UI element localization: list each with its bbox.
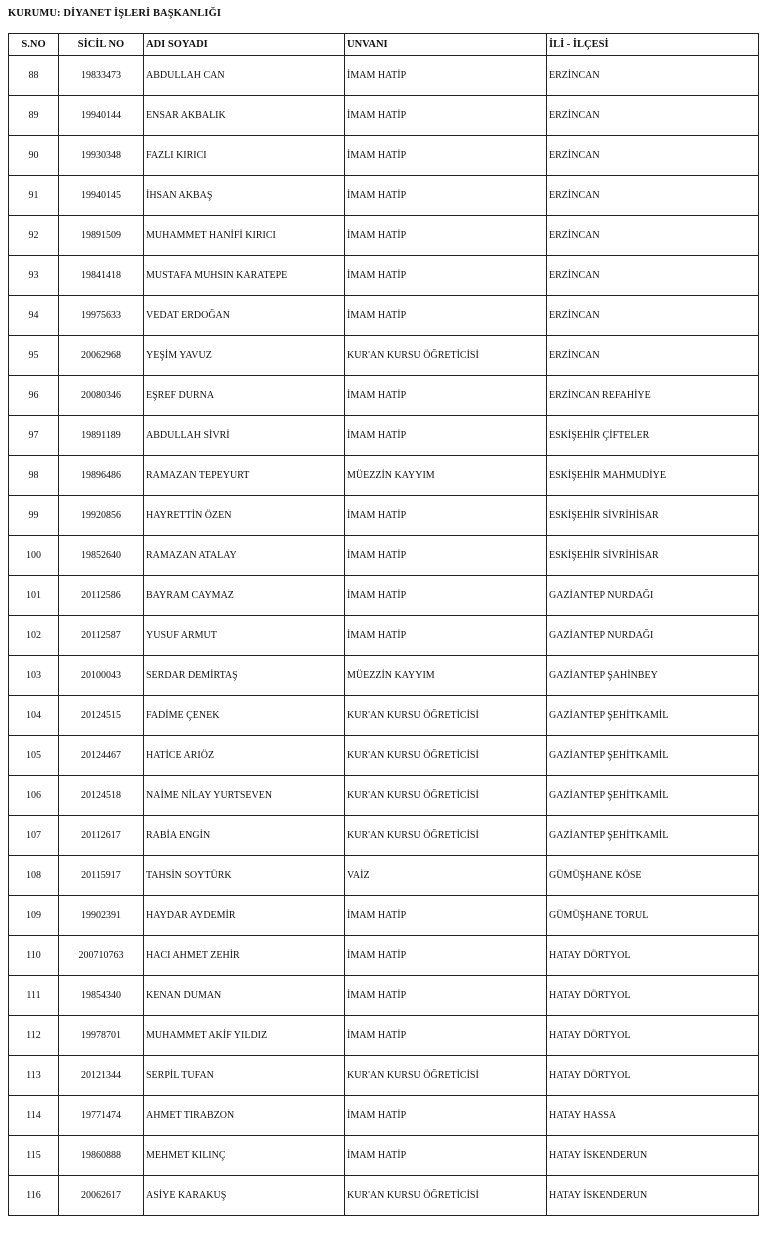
cell-unvani: KUR'AN KURSU ÖĞRETİCİSİ <box>345 1056 547 1096</box>
cell-sno: 105 <box>9 736 59 776</box>
cell-ili-ilcesi: ESKİŞEHİR SİVRİHİSAR <box>547 536 759 576</box>
column-header-adi-soyadi: ADI SOYADI <box>144 34 345 56</box>
table-row <box>9 776 759 816</box>
cell-ili-ilcesi: ERZİNCAN <box>547 256 759 296</box>
cell-ili-ilcesi: HATAY İSKENDERUN <box>547 1176 759 1216</box>
cell-sicil-no: 20100043 <box>59 656 144 696</box>
cell-unvani: KUR'AN KURSU ÖĞRETİCİSİ <box>345 336 547 376</box>
table-row <box>9 216 759 256</box>
cell-sicil-no: 20112587 <box>59 616 144 656</box>
cell-unvani: İMAM HATİP <box>345 1016 547 1056</box>
cell-sicil-no: 20112586 <box>59 576 144 616</box>
cell-ili-ilcesi: GÜMÜŞHANE TORUL <box>547 896 759 936</box>
cell-ili-ilcesi: HATAY DÖRTYOL <box>547 976 759 1016</box>
table-row <box>9 576 759 616</box>
cell-sno: 111 <box>9 976 59 1016</box>
cell-sicil-no: 20115917 <box>59 856 144 896</box>
cell-unvani: İMAM HATİP <box>345 216 547 256</box>
table-row <box>9 336 759 376</box>
cell-ili-ilcesi: GAZİANTEP ŞEHİTKAMİL <box>547 816 759 856</box>
cell-ili-ilcesi: GAZİANTEP NURDAĞI <box>547 576 759 616</box>
cell-sicil-no: 19930348 <box>59 136 144 176</box>
cell-sno: 116 <box>9 1176 59 1216</box>
cell-unvani: İMAM HATİP <box>345 536 547 576</box>
cell-ili-ilcesi: GAZİANTEP NURDAĞI <box>547 616 759 656</box>
cell-sicil-no: 19940145 <box>59 176 144 216</box>
column-header-sno: S.NO <box>9 34 59 56</box>
cell-unvani: İMAM HATİP <box>345 296 547 336</box>
cell-sno: 88 <box>9 56 59 96</box>
cell-sicil-no: 20124518 <box>59 776 144 816</box>
table-row <box>9 296 759 336</box>
table-row <box>9 416 759 456</box>
cell-sno: 97 <box>9 416 59 456</box>
cell-adi-soyadi: FAZLI KIRICI <box>144 136 345 176</box>
cell-ili-ilcesi: ERZİNCAN REFAHİYE <box>547 376 759 416</box>
cell-sno: 107 <box>9 816 59 856</box>
cell-ili-ilcesi: ERZİNCAN <box>547 296 759 336</box>
cell-ili-ilcesi: ERZİNCAN <box>547 96 759 136</box>
cell-unvani: İMAM HATİP <box>345 896 547 936</box>
cell-adi-soyadi: RABİA ENGİN <box>144 816 345 856</box>
cell-adi-soyadi: İHSAN AKBAŞ <box>144 176 345 216</box>
cell-sicil-no: 20062968 <box>59 336 144 376</box>
cell-unvani: İMAM HATİP <box>345 256 547 296</box>
cell-ili-ilcesi: HATAY DÖRTYOL <box>547 1016 759 1056</box>
cell-unvani: İMAM HATİP <box>345 976 547 1016</box>
cell-adi-soyadi: VEDAT ERDOĞAN <box>144 296 345 336</box>
cell-sicil-no: 19902391 <box>59 896 144 936</box>
cell-adi-soyadi: YEŞİM YAVUZ <box>144 336 345 376</box>
cell-sno: 110 <box>9 936 59 976</box>
cell-ili-ilcesi: GAZİANTEP ŞAHİNBEY <box>547 656 759 696</box>
cell-sicil-no: 19940144 <box>59 96 144 136</box>
table-row <box>9 856 759 896</box>
cell-ili-ilcesi: HATAY DÖRTYOL <box>547 1056 759 1096</box>
cell-ili-ilcesi: ESKİŞEHİR ÇİFTELER <box>547 416 759 456</box>
cell-unvani: İMAM HATİP <box>345 936 547 976</box>
cell-sno: 115 <box>9 1136 59 1176</box>
cell-sno: 96 <box>9 376 59 416</box>
cell-unvani: İMAM HATİP <box>345 616 547 656</box>
cell-unvani: MÜEZZİN KAYYIM <box>345 456 547 496</box>
cell-adi-soyadi: ABDULLAH SİVRİ <box>144 416 345 456</box>
cell-sno: 109 <box>9 896 59 936</box>
page-title: KURUMU: DİYANET İŞLERİ BAŞKANLIĞI <box>8 8 222 19</box>
cell-sicil-no: 19891509 <box>59 216 144 256</box>
table-row <box>9 96 759 136</box>
cell-ili-ilcesi: GÜMÜŞHANE KÖSE <box>547 856 759 896</box>
cell-adi-soyadi: BAYRAM CAYMAZ <box>144 576 345 616</box>
cell-unvani: KUR'AN KURSU ÖĞRETİCİSİ <box>345 696 547 736</box>
cell-unvani: KUR'AN KURSU ÖĞRETİCİSİ <box>345 736 547 776</box>
cell-sno: 100 <box>9 536 59 576</box>
table-row <box>9 976 759 1016</box>
cell-sicil-no: 19891189 <box>59 416 144 456</box>
cell-sicil-no: 19978701 <box>59 1016 144 1056</box>
cell-ili-ilcesi: ERZİNCAN <box>547 336 759 376</box>
cell-sicil-no: 20112617 <box>59 816 144 856</box>
cell-sno: 102 <box>9 616 59 656</box>
table-row <box>9 696 759 736</box>
cell-ili-ilcesi: HATAY DÖRTYOL <box>547 936 759 976</box>
cell-unvani: İMAM HATİP <box>345 1096 547 1136</box>
cell-ili-ilcesi: GAZİANTEP ŞEHİTKAMİL <box>547 776 759 816</box>
cell-adi-soyadi: HAYRETTİN ÖZEN <box>144 496 345 536</box>
cell-ili-ilcesi: ESKİŞEHİR SİVRİHİSAR <box>547 496 759 536</box>
cell-adi-soyadi: NAİME NİLAY YURTSEVEN <box>144 776 345 816</box>
cell-sno: 98 <box>9 456 59 496</box>
cell-sicil-no: 19920856 <box>59 496 144 536</box>
cell-sno: 114 <box>9 1096 59 1136</box>
cell-adi-soyadi: MUHAMMET AKİF YILDIZ <box>144 1016 345 1056</box>
cell-adi-soyadi: SERDAR DEMİRTAŞ <box>144 656 345 696</box>
cell-adi-soyadi: MUHAMMET HANİFİ KIRICI <box>144 216 345 256</box>
cell-sno: 99 <box>9 496 59 536</box>
cell-sno: 108 <box>9 856 59 896</box>
cell-sno: 101 <box>9 576 59 616</box>
cell-ili-ilcesi: ERZİNCAN <box>547 136 759 176</box>
cell-adi-soyadi: RAMAZAN ATALAY <box>144 536 345 576</box>
cell-sno: 89 <box>9 96 59 136</box>
cell-ili-ilcesi: HATAY İSKENDERUN <box>547 1136 759 1176</box>
cell-sno: 113 <box>9 1056 59 1096</box>
cell-adi-soyadi: MUSTAFA MUHSIN KARATEPE <box>144 256 345 296</box>
table-row <box>9 896 759 936</box>
cell-ili-ilcesi: ERZİNCAN <box>547 56 759 96</box>
cell-adi-soyadi: YUSUF ARMUT <box>144 616 345 656</box>
cell-sicil-no: 19854340 <box>59 976 144 1016</box>
cell-unvani: İMAM HATİP <box>345 576 547 616</box>
table-row <box>9 56 759 96</box>
table-row <box>9 496 759 536</box>
cell-ili-ilcesi: GAZİANTEP ŞEHİTKAMİL <box>547 736 759 776</box>
cell-sno: 95 <box>9 336 59 376</box>
cell-ili-ilcesi: ERZİNCAN <box>547 176 759 216</box>
personnel-table <box>8 33 759 1216</box>
cell-adi-soyadi: ENSAR AKBALIK <box>144 96 345 136</box>
table-row <box>9 176 759 216</box>
cell-sicil-no: 20062617 <box>59 1176 144 1216</box>
cell-sicil-no: 19852640 <box>59 536 144 576</box>
table-header-row <box>9 34 759 56</box>
cell-unvani: İMAM HATİP <box>345 136 547 176</box>
table-row <box>9 1176 759 1216</box>
cell-unvani: İMAM HATİP <box>345 416 547 456</box>
table-row <box>9 136 759 176</box>
table-row <box>9 1136 759 1176</box>
cell-unvani: İMAM HATİP <box>345 1136 547 1176</box>
cell-unvani: İMAM HATİP <box>345 176 547 216</box>
cell-adi-soyadi: HAYDAR AYDEMİR <box>144 896 345 936</box>
cell-sicil-no: 20124467 <box>59 736 144 776</box>
cell-sicil-no: 20080346 <box>59 376 144 416</box>
cell-sicil-no: 19833473 <box>59 56 144 96</box>
cell-unvani: İMAM HATİP <box>345 496 547 536</box>
cell-adi-soyadi: ABDULLAH CAN <box>144 56 345 96</box>
table-row <box>9 1096 759 1136</box>
cell-sno: 90 <box>9 136 59 176</box>
cell-adi-soyadi: TAHSİN SOYTÜRK <box>144 856 345 896</box>
cell-adi-soyadi: FADİME ÇENEK <box>144 696 345 736</box>
cell-ili-ilcesi: ERZİNCAN <box>547 216 759 256</box>
column-header-sicil-no: SİCİL NO <box>59 34 144 56</box>
table-row <box>9 536 759 576</box>
cell-sicil-no: 200710763 <box>59 936 144 976</box>
cell-sno: 94 <box>9 296 59 336</box>
cell-adi-soyadi: EŞREF DURNA <box>144 376 345 416</box>
table-row <box>9 656 759 696</box>
cell-sno: 104 <box>9 696 59 736</box>
cell-unvani: KUR'AN KURSU ÖĞRETİCİSİ <box>345 1176 547 1216</box>
cell-unvani: İMAM HATİP <box>345 376 547 416</box>
cell-adi-soyadi: RAMAZAN TEPEYURT <box>144 456 345 496</box>
table-row <box>9 936 759 976</box>
cell-adi-soyadi: KENAN DUMAN <box>144 976 345 1016</box>
table-row <box>9 816 759 856</box>
cell-sicil-no: 19860888 <box>59 1136 144 1176</box>
cell-sicil-no: 20124515 <box>59 696 144 736</box>
cell-unvani: MÜEZZİN KAYYIM <box>345 656 547 696</box>
table-row <box>9 1056 759 1096</box>
cell-sicil-no: 19896486 <box>59 456 144 496</box>
cell-adi-soyadi: SERPİL TUFAN <box>144 1056 345 1096</box>
cell-sicil-no: 19841418 <box>59 256 144 296</box>
cell-sicil-no: 19975633 <box>59 296 144 336</box>
table-row <box>9 1016 759 1056</box>
cell-unvani: KUR'AN KURSU ÖĞRETİCİSİ <box>345 776 547 816</box>
cell-ili-ilcesi: GAZİANTEP ŞEHİTKAMİL <box>547 696 759 736</box>
cell-sno: 103 <box>9 656 59 696</box>
cell-sno: 91 <box>9 176 59 216</box>
cell-sno: 93 <box>9 256 59 296</box>
cell-sno: 112 <box>9 1016 59 1056</box>
cell-adi-soyadi: MEHMET KILINÇ <box>144 1136 345 1176</box>
cell-adi-soyadi: HACI AHMET ZEHİR <box>144 936 345 976</box>
cell-ili-ilcesi: ESKİŞEHİR MAHMUDİYE <box>547 456 759 496</box>
cell-unvani: KUR'AN KURSU ÖĞRETİCİSİ <box>345 816 547 856</box>
cell-unvani: İMAM HATİP <box>345 56 547 96</box>
cell-unvani: İMAM HATİP <box>345 96 547 136</box>
table-row <box>9 616 759 656</box>
table-row <box>9 256 759 296</box>
cell-adi-soyadi: HATİCE ARIÖZ <box>144 736 345 776</box>
column-header-ili-ilcesi: İLİ - İLÇESİ <box>547 34 759 56</box>
cell-adi-soyadi: ASİYE KARAKUŞ <box>144 1176 345 1216</box>
cell-unvani: VAİZ <box>345 856 547 896</box>
column-header-unvani: UNVANI <box>345 34 547 56</box>
cell-sno: 92 <box>9 216 59 256</box>
cell-sno: 106 <box>9 776 59 816</box>
cell-sicil-no: 19771474 <box>59 1096 144 1136</box>
cell-sicil-no: 20121344 <box>59 1056 144 1096</box>
cell-adi-soyadi: AHMET TIRABZON <box>144 1096 345 1136</box>
table-row <box>9 376 759 416</box>
table-row <box>9 456 759 496</box>
table-row <box>9 736 759 776</box>
cell-ili-ilcesi: HATAY HASSA <box>547 1096 759 1136</box>
